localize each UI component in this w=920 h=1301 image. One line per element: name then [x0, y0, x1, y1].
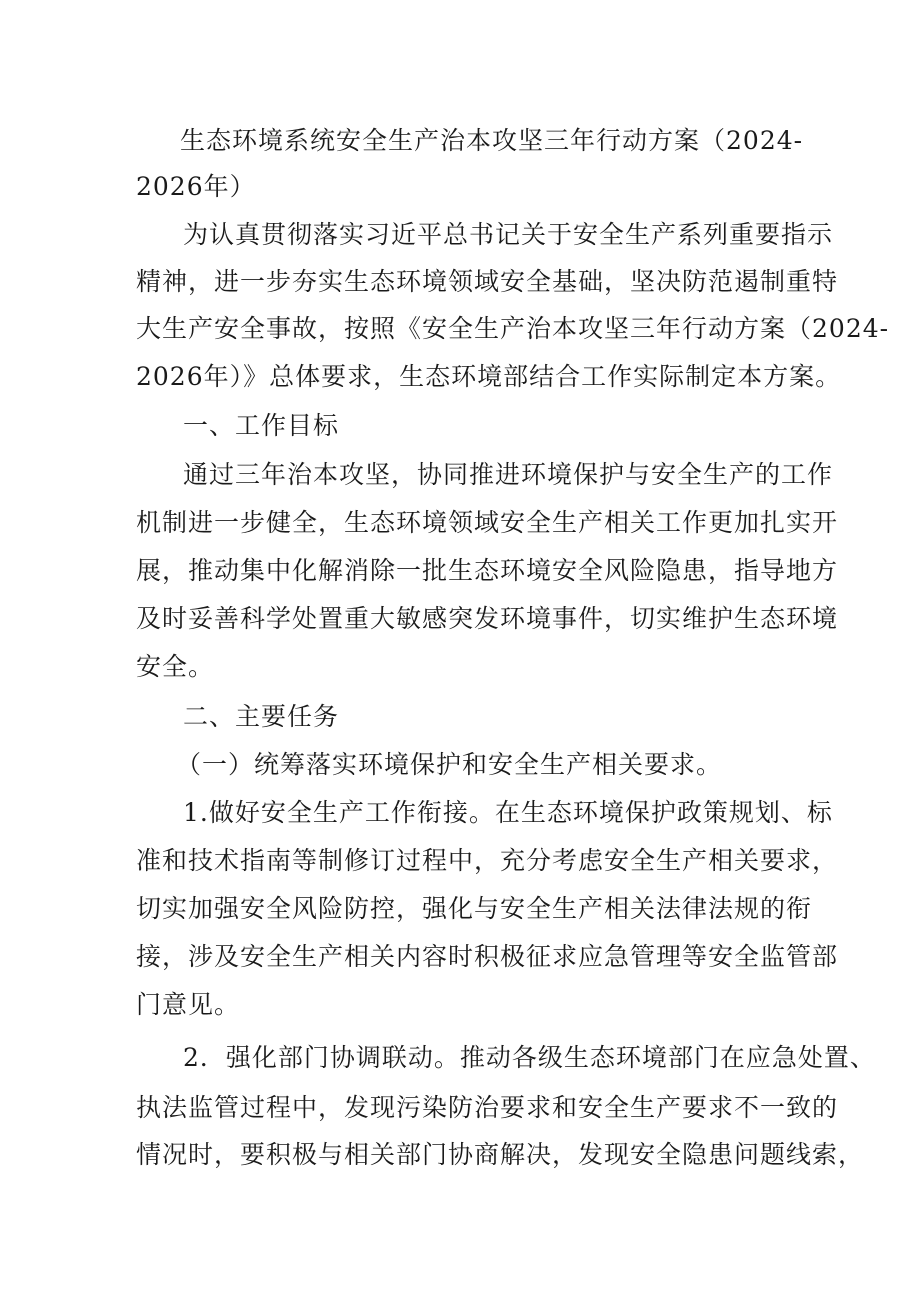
intro-paragraph-line: 2026年）》总体要求，生态环境部结合工作实际制定本方案。	[136, 362, 842, 391]
task-2-paragraph-line: 2．强化部门协调联动。推动各级生态环境部门在应急处置、	[183, 1043, 876, 1072]
subsection-heading: （一）统筹落实环境保护和安全生产相关要求。	[176, 750, 723, 779]
task-1-paragraph-line: 1.做好安全生产工作衔接。在生态环境保护政策规划、标	[183, 798, 833, 827]
task-2-paragraph-line: 执法监管过程中，发现污染防治要求和安全生产要求不一致的	[136, 1093, 839, 1122]
goals-paragraph-line: 安全。	[136, 652, 215, 681]
goals-paragraph-line: 及时妥善科学处置重大敏感突发环境事件，切实维护生态环境	[136, 604, 839, 633]
goals-paragraph-line: 展，推动集中化解消除一批生态环境安全风险隐患，指导地方	[136, 556, 839, 585]
goals-paragraph-line: 通过三年治本攻坚，协同推进环境保护与安全生产的工作	[183, 460, 834, 489]
intro-paragraph-line: 大生产安全事故，按照《安全生产治本攻坚三年行动方案（2024-	[136, 314, 890, 343]
intro-paragraph-line: 为认真贯彻落实习近平总书记关于安全生产系列重要指示	[183, 220, 834, 249]
task-2-paragraph-line: 情况时，要积极与相关部门协商解决，发现安全隐患问题线索，	[136, 1140, 865, 1169]
task-1-paragraph-line: 门意见。	[136, 990, 241, 1019]
document-title-continued: 2026年）	[136, 172, 256, 201]
section-heading-goals: 一、工作目标	[183, 411, 340, 440]
task-1-paragraph-line: 切实加强安全风险防控，强化与安全生产相关法律法规的衔	[136, 894, 813, 923]
task-1-paragraph-line: 接，涉及安全生产相关内容时积极征求应急管理等安全监管部	[136, 942, 839, 971]
intro-paragraph-line: 精神，进一步夯实生态环境领域安全基础，坚决防范遏制重特	[136, 267, 839, 296]
task-1-paragraph-line: 准和技术指南等制修订过程中，充分考虑安全生产相关要求，	[136, 846, 839, 875]
section-heading-tasks: 二、主要任务	[183, 702, 340, 731]
goals-paragraph-line: 机制进一步健全，生态环境领域安全生产相关工作更加扎实开	[136, 508, 839, 537]
document-title: 生态环境系统安全生产治本攻坚三年行动方案（2024-	[180, 126, 804, 155]
